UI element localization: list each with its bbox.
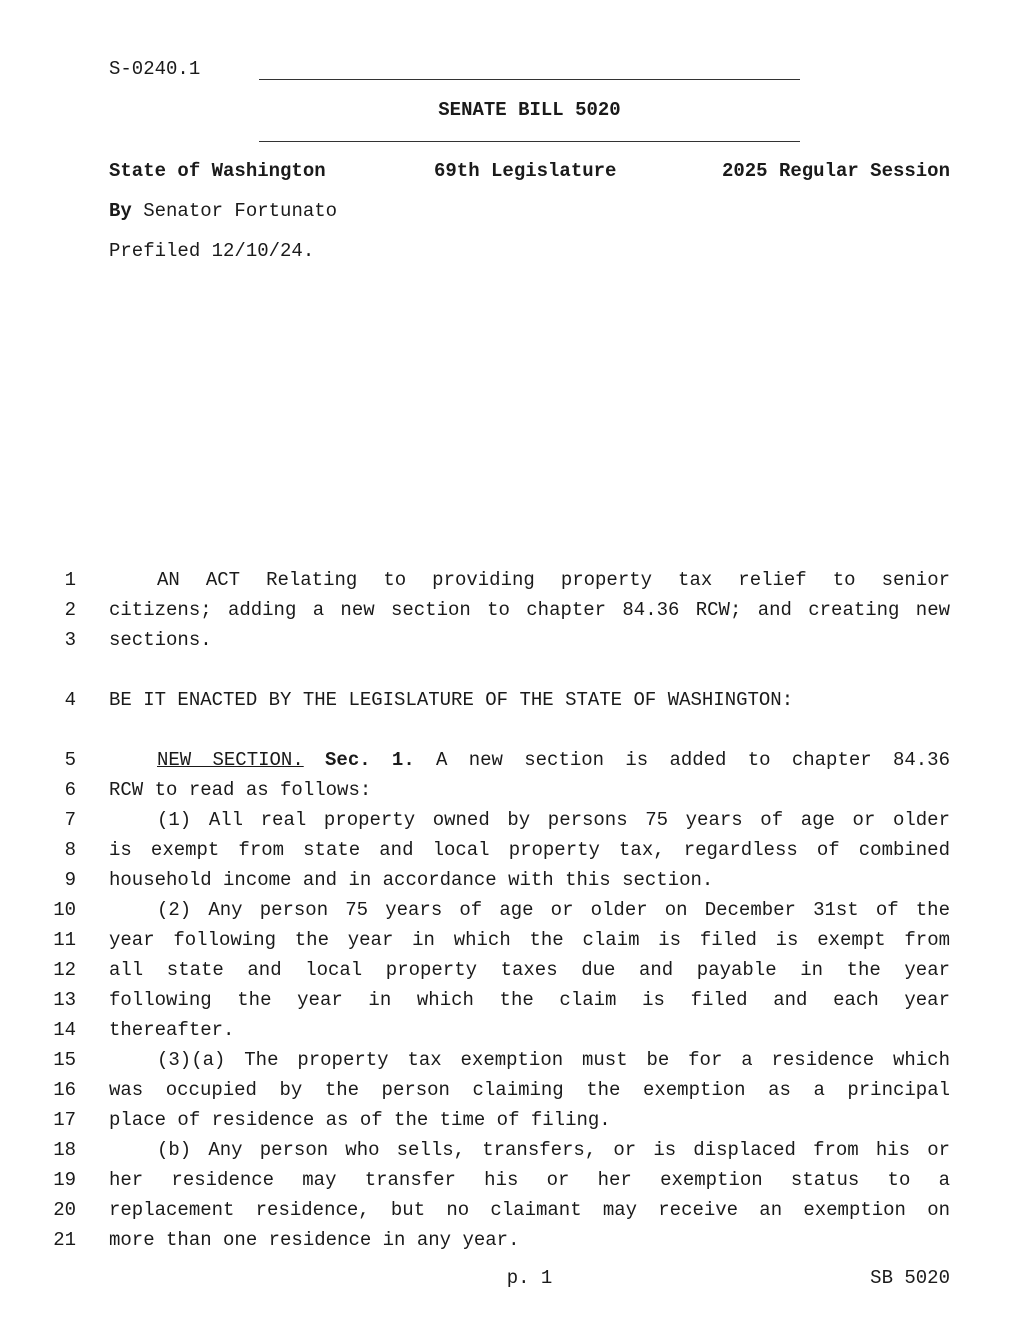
new-section-label: NEW SECTION. [157,749,304,771]
line-number: 10 [53,899,76,921]
body-line: household income and in accordance with this section. [109,869,714,891]
body-line: citizens; adding a new section to chapter 84.36 RCW; and creating new [109,599,950,621]
body-line: (1) All real property owned by persons 75 years of age or older [157,809,950,831]
line-number: 13 [53,989,76,1011]
line-number: 17 [53,1109,76,1131]
line-number: 4 [64,689,76,711]
body-line: place of residence as of the time of filing. [109,1109,611,1131]
line-number: 3 [64,629,76,651]
line-number: 5 [64,749,76,771]
body-line: RCW to read as follows: [109,779,372,801]
session: 2025 Regular Session [721,160,950,182]
line-number: 8 [64,839,76,861]
legislature: 69th Legislature [434,160,617,182]
line-number: 2 [64,599,76,621]
body-line: replacement residence, but no claimant may receive an exemption on [109,1199,950,1221]
bottom-rule [259,141,800,142]
line-number: 21 [53,1229,76,1251]
line-number: 7 [64,809,76,831]
enacting-clause: BE IT ENACTED BY THE LEGISLATURE OF THE STATE OF WASHINGTON: [109,689,794,711]
section-heading-text: A new section is added to chapter 84.36 [436,749,950,771]
body-line: is exempt from state and local property tax, regardless of combined [109,839,950,861]
by-label: By [109,200,132,222]
body-line: year following the year in which the claim is filed is exempt from [109,929,950,951]
line-number: 18 [53,1139,76,1161]
line-number: 15 [53,1049,76,1071]
section-heading-line [109,749,950,771]
body-line: (3)(a) The property tax exemption must be for a residence which [157,1049,950,1071]
sponsor-name: Senator Fortunato [143,200,338,222]
bill-title: SENATE BILL 5020 [438,99,621,121]
body-line: her residence may transfer his or her exemption status to a [109,1169,950,1191]
sponsor-line [109,200,337,222]
body-line: (b) Any person who sells, transfers, or is displaced from his or [157,1139,950,1161]
body-line: all state and local property taxes due and payable in the year [109,959,950,981]
line-number: 19 [53,1169,76,1191]
line-number: 1 [64,569,76,591]
section-number: Sec. 1. [325,749,415,771]
page-number: p. 1 [506,1267,553,1289]
body-line: following the year in which the claim is filed and each year [109,989,950,1011]
body-line: AN ACT Relating to providing property tax relief to senior [157,569,950,591]
body-line: thereafter. [109,1019,235,1041]
line-number: 9 [64,869,76,891]
body-line: sections. [109,629,212,651]
line-number: 20 [53,1199,76,1221]
top-rule [259,79,800,80]
state-name: State of Washington [109,160,326,182]
footer-bill-ref: SB 5020 [870,1267,950,1289]
document-code: S-0240.1 [109,58,201,80]
body-line: was occupied by the person claiming the exemption as a principal [109,1079,950,1101]
line-number: 14 [53,1019,76,1041]
body-line: (2) Any person 75 years of age or older on December 31st of the [157,899,950,921]
line-number: 16 [53,1079,76,1101]
line-number: 12 [53,959,76,981]
body-line: more than one residence in any year. [109,1229,520,1251]
line-number: 6 [64,779,76,801]
line-number: 11 [53,929,76,951]
prefiled-date: Prefiled 12/10/24. [109,240,315,262]
